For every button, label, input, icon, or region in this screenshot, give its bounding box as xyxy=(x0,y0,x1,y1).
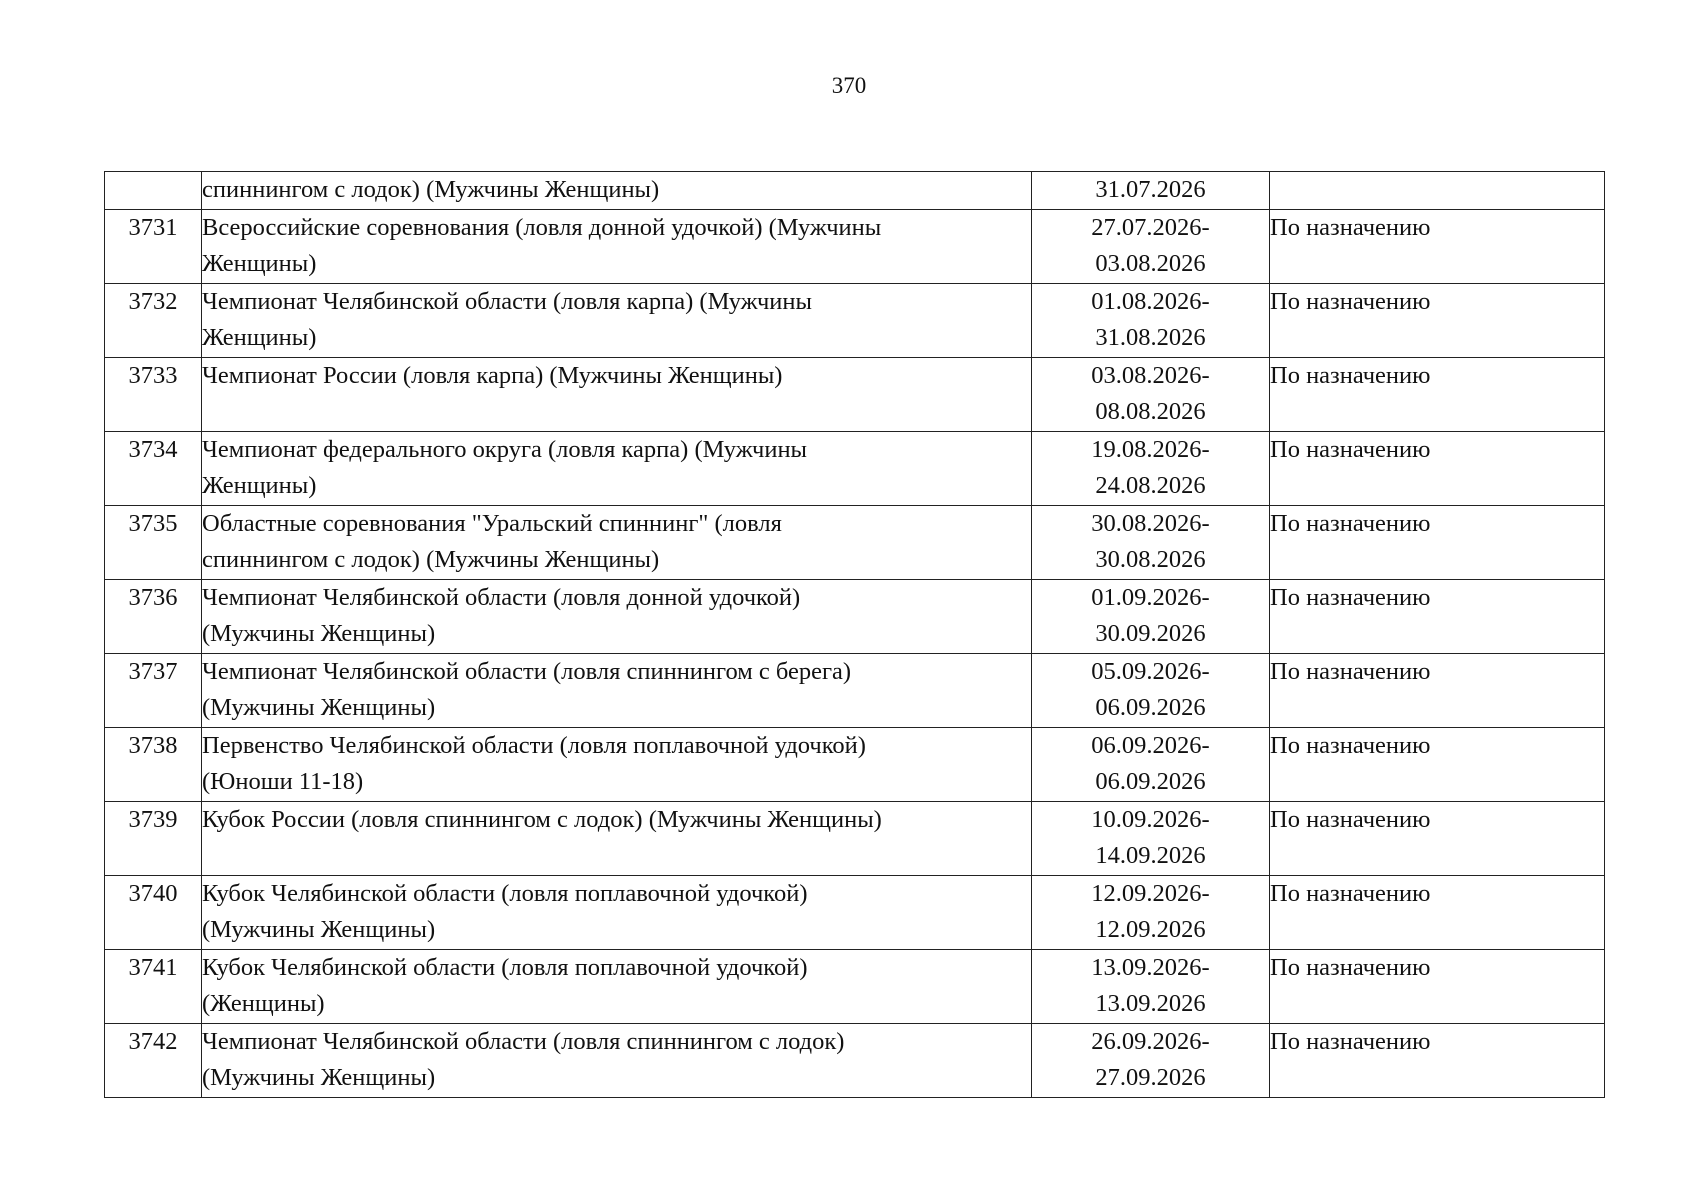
cell-venue xyxy=(1270,172,1605,210)
cell-venue: По назначению xyxy=(1270,506,1605,580)
event-name-line: (Мужчины Женщины) xyxy=(202,620,436,647)
date-line: 30.08.2026 xyxy=(1095,546,1206,573)
cell-venue: По назначению xyxy=(1270,876,1605,950)
event-name-line: Чемпионат Челябинской области (ловля карпа) (Мужчины xyxy=(202,288,812,315)
cell-event-name xyxy=(202,172,1032,210)
date-line: 31.08.2026 xyxy=(1095,324,1206,351)
cell-dates xyxy=(1032,802,1270,876)
cell-event-name xyxy=(202,580,1032,654)
table-row xyxy=(105,654,1605,728)
cell-dates xyxy=(1032,172,1270,210)
event-name-line: Чемпионат Челябинской области (ловля спиннингом с берега) xyxy=(202,658,852,685)
table-row xyxy=(105,210,1605,284)
cell-event-name xyxy=(202,506,1032,580)
event-name-line: (Мужчины Женщины) xyxy=(202,1064,436,1091)
event-name-line: Всероссийские соревнования (ловля донной удочкой) (Мужчины xyxy=(202,214,882,241)
event-name-line: Кубок Челябинской области (ловля поплавочной удочкой) xyxy=(202,880,808,907)
cell-dates xyxy=(1032,284,1270,358)
table-row xyxy=(105,358,1605,432)
table-body xyxy=(105,172,1605,1098)
cell-dates xyxy=(1032,506,1270,580)
date-line: 08.08.2026 xyxy=(1095,398,1206,425)
cell-venue: По назначению xyxy=(1270,432,1605,506)
date-line: 12.09.2026- xyxy=(1091,880,1210,907)
table-row xyxy=(105,580,1605,654)
cell-venue: По назначению xyxy=(1270,728,1605,802)
date-line: 06.09.2026 xyxy=(1095,768,1206,795)
event-name-line: спиннингом с лодок) (Мужчины Женщины) xyxy=(202,546,660,573)
cell-event-name xyxy=(202,284,1032,358)
cell-event-name xyxy=(202,210,1032,284)
date-line: 13.09.2026 xyxy=(1095,990,1206,1017)
cell-number: 3739 xyxy=(105,802,202,876)
event-name-line: Областные соревнования "Уральский спиннинг" (ловля xyxy=(202,510,782,537)
cell-dates xyxy=(1032,358,1270,432)
competition-schedule-table xyxy=(104,171,1605,1098)
event-name-line: Первенство Челябинской области (ловля поплавочной удочкой) xyxy=(202,732,866,759)
cell-event-name xyxy=(202,802,1032,876)
date-line: 01.08.2026- xyxy=(1091,288,1210,315)
date-line: 31.07.2026 xyxy=(1095,176,1206,203)
table-row xyxy=(105,802,1605,876)
date-line: 27.09.2026 xyxy=(1095,1064,1206,1091)
cell-number: 3741 xyxy=(105,950,202,1024)
cell-event-name xyxy=(202,654,1032,728)
cell-number: 3733 xyxy=(105,358,202,432)
cell-event-name xyxy=(202,358,1032,432)
table-row xyxy=(105,1024,1605,1098)
cell-number: 3742 xyxy=(105,1024,202,1098)
date-line: 03.08.2026- xyxy=(1091,362,1210,389)
cell-number: 3738 xyxy=(105,728,202,802)
date-line: 12.09.2026 xyxy=(1095,916,1206,943)
table-row xyxy=(105,284,1605,358)
cell-number: 3737 xyxy=(105,654,202,728)
cell-number: 3735 xyxy=(105,506,202,580)
date-line: 24.08.2026 xyxy=(1095,472,1206,499)
event-name-line: Чемпионат Челябинской области (ловля донной удочкой) xyxy=(202,584,801,611)
date-line: 26.09.2026- xyxy=(1091,1028,1210,1055)
date-line: 01.09.2026- xyxy=(1091,584,1210,611)
date-line: 14.09.2026 xyxy=(1095,842,1206,869)
date-line: 30.08.2026- xyxy=(1091,510,1210,537)
event-name-line: Женщины) xyxy=(202,472,317,499)
date-line: 10.09.2026- xyxy=(1091,806,1210,833)
event-name-line: (Юноши 11-18) xyxy=(202,768,364,795)
event-name-line: Женщины) xyxy=(202,250,317,277)
cell-dates xyxy=(1032,432,1270,506)
cell-dates xyxy=(1032,728,1270,802)
event-name-line: спиннингом с лодок) (Мужчины Женщины) xyxy=(202,176,660,203)
table-row xyxy=(105,728,1605,802)
table-row xyxy=(105,506,1605,580)
page-number: 370 xyxy=(831,73,867,98)
table-row xyxy=(105,950,1605,1024)
table-row xyxy=(105,432,1605,506)
cell-event-name xyxy=(202,950,1032,1024)
event-name-line: Кубок Челябинской области (ловля поплавочной удочкой) xyxy=(202,954,808,981)
cell-venue: По назначению xyxy=(1270,1024,1605,1098)
cell-dates xyxy=(1032,876,1270,950)
table-row-continuation xyxy=(105,172,1605,210)
cell-venue: По назначению xyxy=(1270,654,1605,728)
cell-event-name xyxy=(202,432,1032,506)
cell-number xyxy=(105,172,202,210)
cell-event-name xyxy=(202,876,1032,950)
date-line: 06.09.2026 xyxy=(1095,694,1206,721)
event-name-line: (Мужчины Женщины) xyxy=(202,916,436,943)
cell-venue: По назначению xyxy=(1270,358,1605,432)
date-line: 30.09.2026 xyxy=(1095,620,1206,647)
date-line: 03.08.2026 xyxy=(1095,250,1206,277)
date-line: 19.08.2026- xyxy=(1091,436,1210,463)
cell-dates xyxy=(1032,950,1270,1024)
cell-number: 3740 xyxy=(105,876,202,950)
cell-event-name xyxy=(202,1024,1032,1098)
event-name-line: Женщины) xyxy=(202,324,317,351)
event-name-line: Чемпионат Челябинской области (ловля спиннингом с лодок) xyxy=(202,1028,845,1055)
date-line: 06.09.2026- xyxy=(1091,732,1210,759)
event-name-line: (Мужчины Женщины) xyxy=(202,694,436,721)
cell-dates xyxy=(1032,1024,1270,1098)
table-row xyxy=(105,876,1605,950)
event-name-line: Чемпионат России (ловля карпа) (Мужчины Женщины) xyxy=(202,362,783,389)
date-line: 27.07.2026- xyxy=(1091,214,1210,241)
cell-venue: По назначению xyxy=(1270,284,1605,358)
date-line: 05.09.2026- xyxy=(1091,658,1210,685)
event-name-line: Чемпионат федерального округа (ловля карпа) (Мужчины xyxy=(202,436,808,463)
cell-number: 3736 xyxy=(105,580,202,654)
cell-number: 3732 xyxy=(105,284,202,358)
event-name-line: (Женщины) xyxy=(202,990,325,1017)
cell-venue: По назначению xyxy=(1270,950,1605,1024)
cell-event-name xyxy=(202,728,1032,802)
cell-dates xyxy=(1032,580,1270,654)
cell-number: 3734 xyxy=(105,432,202,506)
cell-dates xyxy=(1032,210,1270,284)
date-line: 13.09.2026- xyxy=(1091,954,1210,981)
cell-number: 3731 xyxy=(105,210,202,284)
cell-dates xyxy=(1032,654,1270,728)
event-name-line: Кубок России (ловля спиннингом с лодок) (Мужчины Женщины) xyxy=(202,806,882,833)
cell-venue: По назначению xyxy=(1270,580,1605,654)
cell-venue: По назначению xyxy=(1270,210,1605,284)
cell-venue: По назначению xyxy=(1270,802,1605,876)
